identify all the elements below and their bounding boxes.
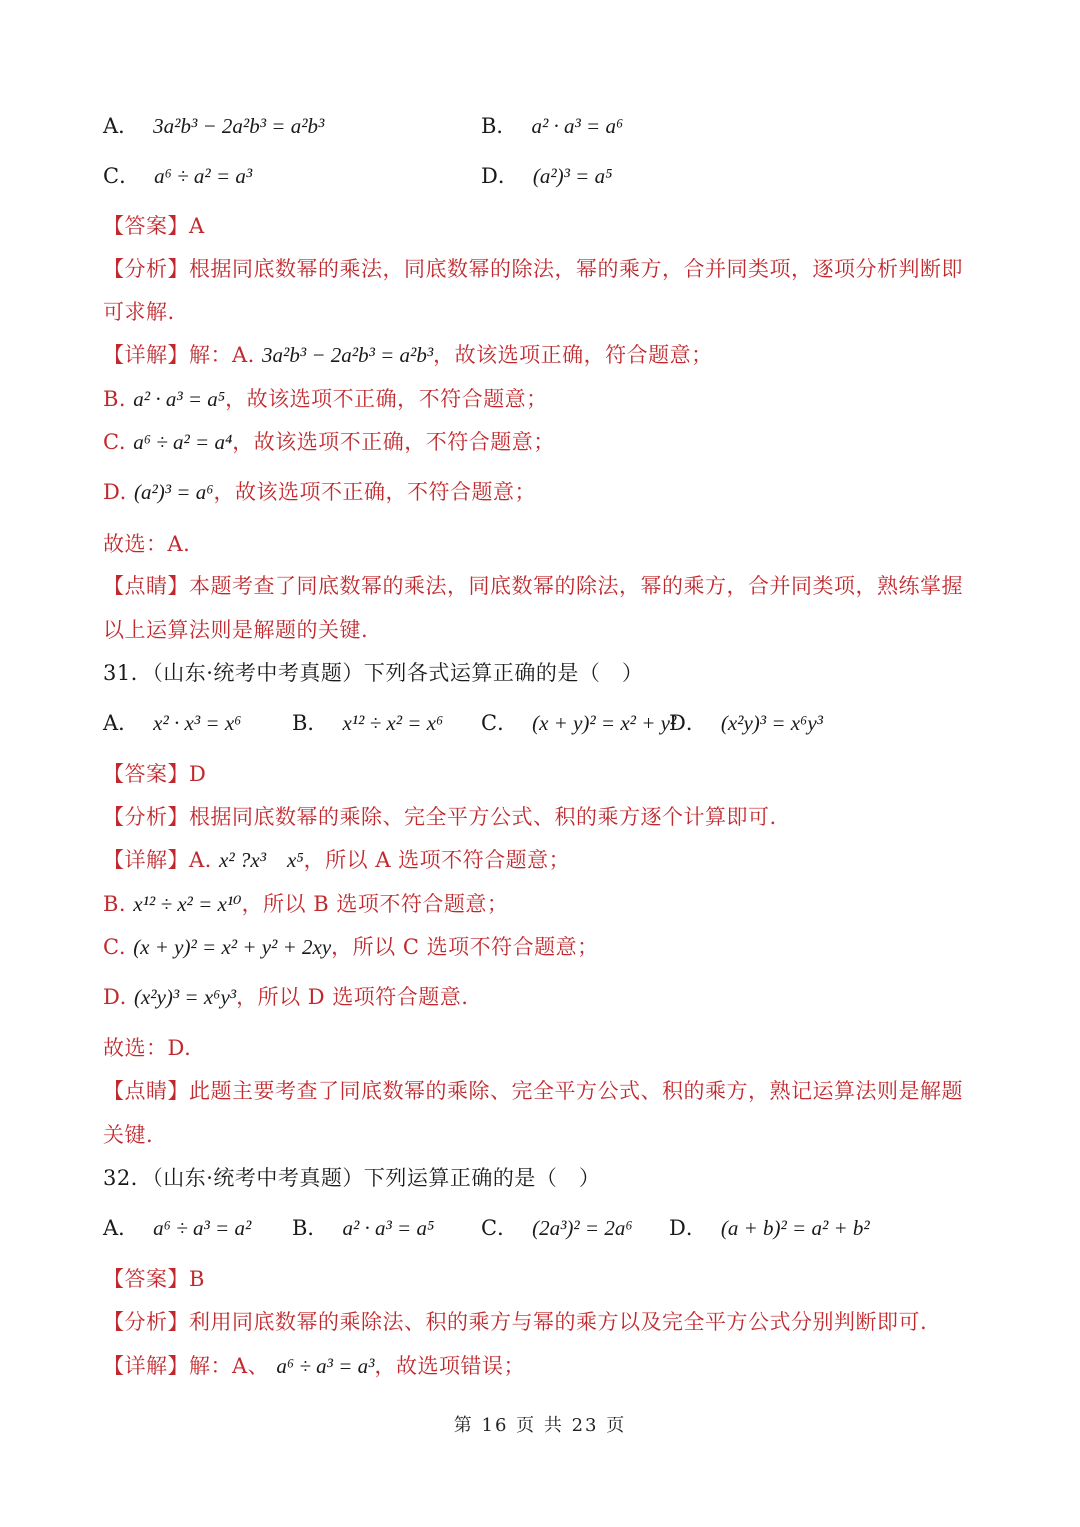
detail-label: A. <box>189 848 212 872</box>
q30-choose <box>103 529 190 559</box>
detail-text: ，所以 A 选项不符合题意； <box>303 848 571 872</box>
q30-comment-line-2 <box>103 615 368 645</box>
q30-option-d <box>481 161 612 191</box>
detail-label: B. <box>103 387 127 411</box>
q31-option-d <box>669 708 823 738</box>
page-number-footer: 第 16 页 共 23 页 <box>453 1415 627 1436</box>
detail-label: D. <box>103 480 127 504</box>
q30-detail-d <box>103 477 536 507</box>
q32-option-d <box>669 1213 870 1243</box>
option-expression: x² · x³ = x⁶ <box>153 711 242 735</box>
detail-tag: 【详解】 <box>103 1354 189 1378</box>
q30-analysis-line-2 <box>103 297 175 327</box>
detail-tag: 【详解】 <box>103 848 189 872</box>
comment-text: 此题主要考查了同底数幂的乘除、完全平方公式、积的乘方，熟记运算法则是解题 <box>189 1079 963 1103</box>
option-letter: A． <box>103 711 140 735</box>
q31-detail-a <box>103 845 570 875</box>
detail-expression: a⁶ ÷ a² = a⁴ <box>133 430 233 454</box>
option-letter: D． <box>481 164 519 188</box>
comment-text: 本题考查了同底数幂的乘法，同底数幂的除法，幂的乘方，合并同类项，熟练掌握 <box>189 574 963 598</box>
detail-text: ，故该选项不正确，不符合题意； <box>225 387 548 411</box>
option-letter: A． <box>103 114 140 138</box>
detail-label: B. <box>103 892 127 916</box>
q32-answer <box>103 1264 205 1294</box>
detail-text: ，所以 B 选项不符合题意； <box>241 892 509 916</box>
option-expression: a² · a³ = a⁵ <box>342 1216 435 1240</box>
analysis-tag: 【分析】 <box>103 1310 189 1334</box>
option-letter: D． <box>669 1216 707 1240</box>
q32-detail-a <box>103 1351 525 1381</box>
q31-detail-d <box>103 982 468 1012</box>
option-letter: B． <box>292 1216 329 1240</box>
detail-expression: a² · a³ = a⁵ <box>133 387 226 411</box>
detail-text: ，故该选项不正确，不符合题意； <box>232 430 555 454</box>
detail-label: D. <box>103 985 127 1009</box>
detail-intro: 解：A. <box>189 343 255 367</box>
detail-text: ，故选项错误； <box>374 1354 525 1378</box>
q31-detail-b <box>103 889 508 919</box>
q32-option-a <box>103 1213 251 1243</box>
detail-expression: 3a²b³ − 2a²b³ = a²b³ <box>262 343 434 367</box>
analysis-text: 利用同底数幂的乘除法、积的乘方与幂的乘方以及完全平方公式分别判断即可. <box>189 1310 928 1334</box>
option-letter: C． <box>103 164 141 188</box>
q30-detail-b <box>103 384 548 414</box>
comment-tag: 【点睛】 <box>103 1079 189 1103</box>
q32-analysis <box>103 1307 927 1337</box>
detail-label: C. <box>103 935 126 959</box>
option-expression: a⁶ ÷ a³ = a² <box>153 1216 252 1240</box>
detail-tag: 【详解】 <box>103 343 189 367</box>
answer-tag: 【答案】 <box>103 214 189 238</box>
q31-option-c <box>481 708 676 738</box>
q31-stem: 31．（山东·统考中考真题）下列各式运算正确的是（ ） <box>103 661 644 685</box>
analysis-text: 根据同底数幂的乘法，同底数幂的除法，幂的乘方，合并同类项，逐项分析判断即 <box>189 257 963 281</box>
detail-label: C. <box>103 430 126 454</box>
option-expression: (a + b)² = a² + b² <box>720 1216 870 1240</box>
detail-expression: x¹² ÷ x² = x¹⁰ <box>133 892 242 916</box>
analysis-text: 可求解. <box>103 300 175 324</box>
q31-option-a <box>103 708 241 738</box>
q31-choose <box>103 1033 191 1063</box>
q31-detail-c <box>103 932 599 962</box>
answer-tag: 【答案】 <box>103 762 189 786</box>
answer-value: A <box>189 214 205 238</box>
q31-analysis <box>103 802 777 832</box>
q31-comment-line-1 <box>103 1076 963 1106</box>
option-expression: a⁶ ÷ a² = a³ <box>154 164 253 188</box>
detail-expression: x² ?x³ x⁵ <box>219 848 304 872</box>
q32-stem: 32．（山东·统考中考真题）下列运算正确的是（ ） <box>103 1166 601 1190</box>
option-expression: x¹² ÷ x² = x⁶ <box>342 711 444 735</box>
detail-intro: 解：A、 <box>189 1354 270 1378</box>
q32-option-c <box>481 1213 633 1243</box>
option-letter: C． <box>481 1216 519 1240</box>
q31-option-b <box>292 708 443 738</box>
choose-text: 故选：D. <box>103 1036 192 1060</box>
detail-text: ，故该选项正确，符合题意； <box>433 343 713 367</box>
option-expression: (x²y)³ = x⁶y³ <box>720 711 823 735</box>
option-letter: B． <box>292 711 329 735</box>
option-letter: C． <box>481 711 519 735</box>
comment-text: 以上运算法则是解题的关键. <box>103 618 369 642</box>
option-expression: 3a²b³ − 2a²b³ = a²b³ <box>153 114 325 138</box>
answer-value: D <box>189 762 207 786</box>
detail-text: ，所以 C 选项不符合题意； <box>331 935 599 959</box>
q30-answer <box>103 211 205 241</box>
option-letter: B． <box>481 114 518 138</box>
detail-expression: (a²)³ = a⁶ <box>133 480 214 504</box>
answer-value: B <box>189 1267 205 1291</box>
analysis-tag: 【分析】 <box>103 257 189 281</box>
q31-answer <box>103 759 206 789</box>
detail-expression: (x + y)² = x² + y² + 2xy <box>133 935 332 959</box>
q32-option-b <box>292 1213 434 1243</box>
answer-tag: 【答案】 <box>103 1267 189 1291</box>
q30-option-b <box>481 111 623 141</box>
detail-text: ，故该选项不正确，不符合题意； <box>213 480 537 504</box>
option-letter: D． <box>669 711 707 735</box>
comment-text: 关键. <box>103 1123 154 1147</box>
q30-comment-line-1 <box>103 571 963 601</box>
analysis-tag: 【分析】 <box>103 805 189 829</box>
q30-option-c <box>103 161 252 191</box>
analysis-text: 根据同底数幂的乘除、完全平方公式、积的乘方逐个计算即可. <box>189 805 777 829</box>
q30-option-a <box>103 111 324 141</box>
option-letter: A． <box>103 1216 140 1240</box>
detail-expression: (x²y)³ = x⁶y³ <box>133 985 237 1009</box>
option-expression: (2a³)² = 2a⁶ <box>532 1216 633 1240</box>
detail-text: ，所以 D 选项符合题意. <box>236 985 469 1009</box>
q31-comment-line-2 <box>103 1120 153 1150</box>
q30-analysis-line-1 <box>103 254 963 284</box>
comment-tag: 【点睛】 <box>103 574 189 598</box>
option-expression: a² · a³ = a⁶ <box>531 114 624 138</box>
q30-detail-c <box>103 427 555 457</box>
detail-expression: a⁶ ÷ a³ = a³ <box>276 1354 375 1378</box>
option-expression: (a²)³ = a⁵ <box>532 164 613 188</box>
option-expression: (x + y)² = x² + y² <box>532 711 677 735</box>
choose-text: 故选：A. <box>103 532 191 556</box>
q30-detail-a <box>103 340 713 370</box>
